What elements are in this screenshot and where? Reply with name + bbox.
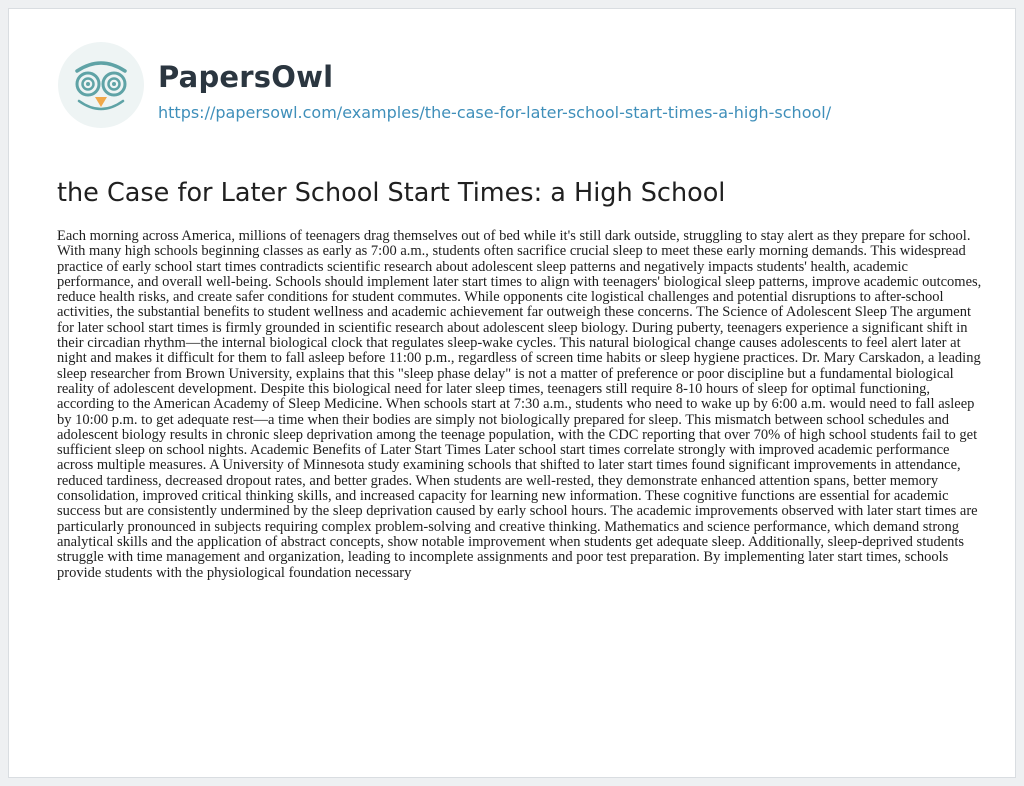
- owl-face-logo-icon: [57, 41, 145, 129]
- source-url-link[interactable]: https://papersowl.com/examples/the-case-for-later-school-start-times-a-high-school/: [158, 103, 832, 122]
- page-header: [57, 41, 997, 141]
- page-title: the Case for Later School Start Times: a High School: [57, 178, 726, 208]
- document-page: [8, 8, 1016, 778]
- brand-name[interactable]: PapersOwl: [158, 60, 334, 94]
- essay-body-text: Each morning across America, millions of teenagers drag themselves out of bed while it's still dark outside, struggling to stay alert as they prepare for school. With many high schools beginning classes as early as 7:00 a.m., students often sacrifice crucial sleep to meet these early morning demands. This widespread practice of early school start times contradicts scientific research about adolescent sleep patterns and negatively impacts students' health, academic performance, and overall well-being. Schools should implement later start times to align with teenagers' biological sleep patterns, improve academic outcomes, reduce health risks, and create safer conditions for student commutes. While opponents cite logistical challenges and potential disruptions to after-school activities, the substantial benefits to student wellness and academic achievement far outweigh these concerns. The Science of Adolescent Sleep The argument for later school start times is firmly grounded in scientific research about adolescent sleep biology. During puberty, teenagers experience a significant shift in their circadian rhythm—the internal biological clock that regulates sleep-wake cycles. This natural biological change causes adolescents to feel alert later at night and makes it difficult for them to fall asleep before 11:00 p.m., regardless of screen time habits or sleep hygiene practices. Dr. Mary Carskadon, a leading sleep researcher from Brown University, explains that this "sleep phase delay" is not a matter of preference or poor discipline but a fundamental biological reality of adolescent development. Despite this biological need for later sleep times, teenagers still require 8-10 hours of sleep for optimal functioning, according to the American Academy of Sleep Medicine. When schools start at 7:30 a.m., students who need to wake up by 6:00 a.m. would need to fall asleep by 10:00 p.m. to get adequate rest—a time when their bodies are simply not biologically prepared for sleep. This mismatch between school schedules and adolescent biology results in chronic sleep deprivation among the teenage population, with the CDC reporting that over 70% of high school students fail to get sufficient sleep on school nights. Academic Benefits of Later Start Times Later school start times correlate strongly with improved academic performance across multiple measures. A University of Minnesota study examining schools that shifted to later start times found significant improvements in attendance, reduced tardiness, decreased dropout rates, and better grades. When students are well-rested, they demonstrate enhanced attention spans, better memory consolidation, improved critical thinking skills, and increased capacity for learning new information. These cognitive functions are essential for academic success but are consistently undermined by the sleep deprivation caused by early school hours. The academic improvements observed with later start times are particularly pronounced in subjects requiring complex problem-solving and creative thinking. Mathematics and science performance, which demand strong analytical skills and the application of abstract concepts, show notable improvement when students get adequate sleep. Additionally, sleep-deprived students struggle with time management and organization, leading to incomplete assignments and poor test preparation. By implementing later start times, schools provide students with the physiological foundation necessary: [57, 228, 982, 581]
